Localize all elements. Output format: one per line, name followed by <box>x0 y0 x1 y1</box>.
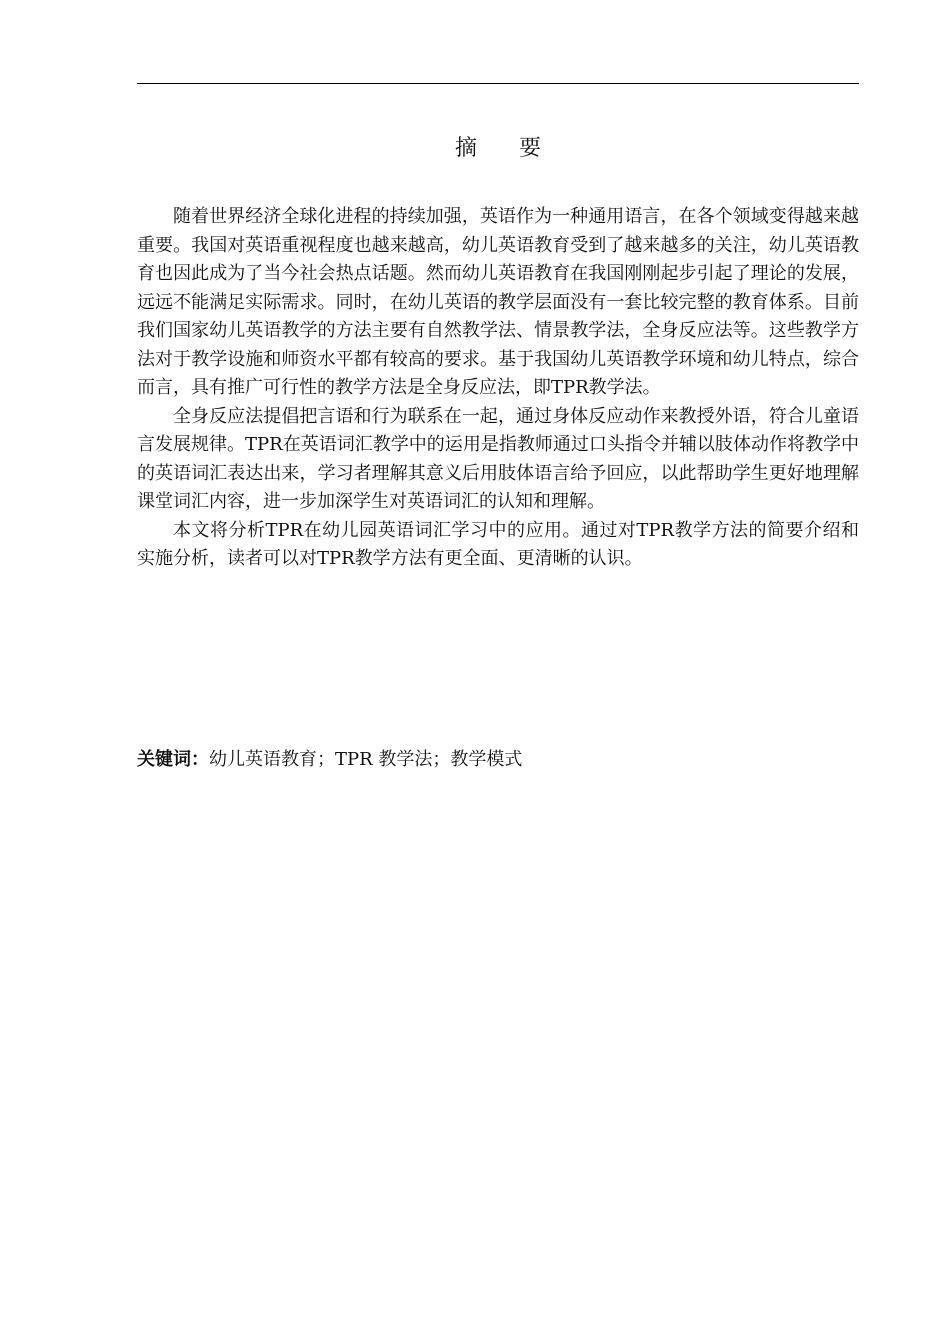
abstract-paragraph-1: 随着世界经济全球化进程的持续加强，英语作为一种通用语言，在各个领域变得越来越重要。我国对英语重视程度也越来越高，幼儿英语教育受到了越来越多的关注，幼儿英语教育也因此成为了当今社会热点话题。然而幼儿英语教育在我国刚刚起步引起了理论的发展，远远不能满足实际需求。同时，在幼儿英语的教学层面没有一套比较完整的教育体系。目前我们国家幼儿英语教学的方法主要有自然教学法、情景教学法，全身反应法等。这些教学方法对于教学设施和师资水平都有较高的要求。基于我国幼儿英语教学环境和幼儿特点，综合而言，具有推广可行性的教学方法是全身反应法，即TPR教学法。 <box>137 206 859 398</box>
abstract-paragraph-2: 全身反应法提倡把言语和行为联系在一起，通过身体反应动作来教授外语，符合儿童语言发展规律。TPR在英语词汇教学中的运用是指教师通过口头指令并辅以肢体动作将教学中的英语词汇表达出来，学习者理解其意义后用肢体语言给予回应，以此帮助学生更好地理解课堂词汇内容，进一步加深学生对英语词汇的认知和理解。 <box>137 405 859 512</box>
keywords-label: 关键词： <box>137 749 209 770</box>
keywords-line <box>137 746 859 774</box>
header-rule <box>137 83 859 84</box>
keywords-list: 幼儿英语教育；TPR 教学法；教学模式 <box>209 749 523 770</box>
abstract-body <box>137 203 859 574</box>
abstract-title: 摘要 <box>454 136 583 161</box>
abstract-paragraph-3: 本文将分析TPR在幼儿园英语词汇学习中的应用。通过对TPR教学方法的简要介绍和实施分析，读者可以对TPR教学方法有更全面、更清晰的认识。 <box>137 519 859 569</box>
